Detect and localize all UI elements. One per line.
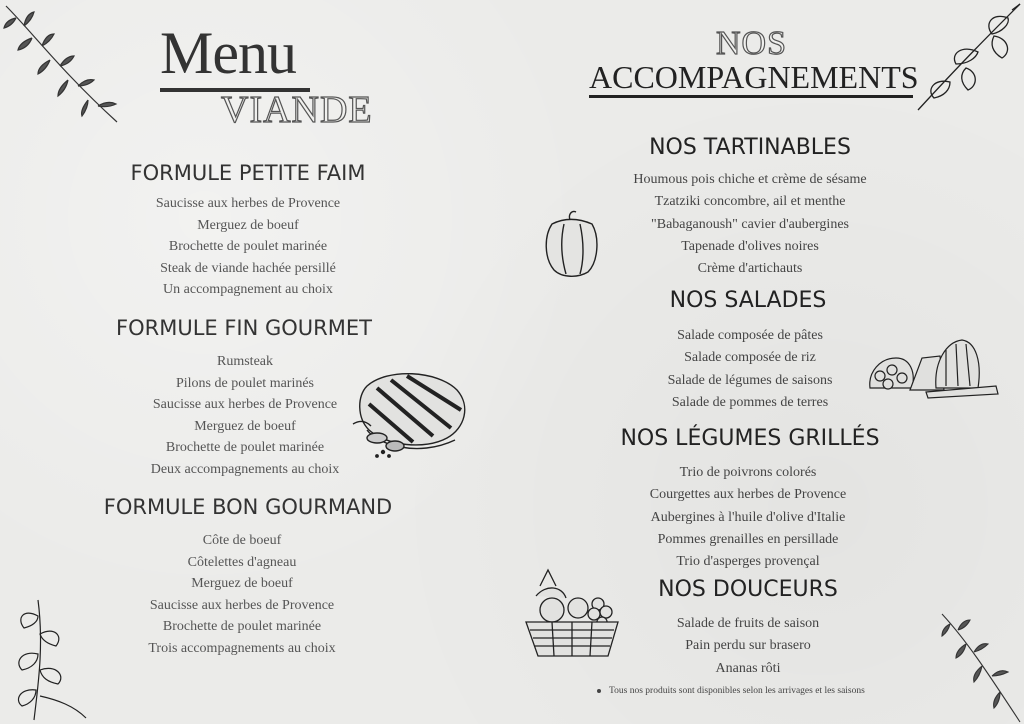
list-item: Brochette de poulet marinée (168, 239, 328, 255)
bullet-icon (597, 689, 601, 693)
formule-petite-faim-heading: FORMULE PETITE FAIM (130, 161, 366, 185)
nos-tartinables-list (600, 169, 900, 280)
nos-legumes-grilles-heading: NOS LÉGUMES GRILLÉS (620, 426, 880, 451)
nos-douceurs-heading: NOS DOUCEURS (658, 577, 838, 602)
list-item: Salade de pommes de terres (671, 394, 829, 410)
list-item: Houmous pois chiche et crème de sésame (633, 172, 867, 187)
formule-fin-gourmet-heading: FORMULE FIN GOURMET (116, 316, 372, 340)
list-item: Trois accompagnements au choix (148, 640, 336, 656)
list-item: Pain perdu sur brasero (685, 638, 811, 654)
list-item: Côte de boeuf (202, 533, 282, 548)
list-item: Brochette de poulet marinée (165, 440, 325, 456)
nos-legumes-grilles-list (598, 462, 898, 573)
accompagnements-title: ACCOMPAGNEMENTS (589, 60, 913, 98)
nos-salades-heading: NOS SALADES (669, 288, 827, 313)
bell-pepper-icon (542, 208, 600, 278)
list-item: "Babaganoush" cavier d'aubergines (651, 216, 849, 232)
list-item: Saucisse aux herbes de Provence (152, 397, 338, 413)
availability-note (597, 686, 865, 696)
list-item: Courgettes aux herbes de Provence (649, 487, 847, 503)
list-item: Tzatziki concombre, ail et menthe (654, 194, 846, 210)
list-item: Saucisse aux herbes de Provence (155, 196, 341, 211)
list-item: Pilons de poulet marinés (175, 375, 315, 391)
nos-douceurs-list (598, 613, 898, 680)
nos-title: NOS (716, 25, 788, 62)
nos-salades-list (600, 325, 900, 414)
list-item: Salade de fruits de saison (676, 616, 820, 631)
formule-petite-faim-list (98, 193, 398, 301)
list-item: Deux accompagnements au choix (150, 461, 340, 477)
formule-fin-gourmet-list (95, 351, 395, 481)
list-item: Merguez de boeuf (194, 418, 296, 434)
list-item: Côtelettes d'agneau (187, 554, 297, 570)
viande-subtitle: VIANDE (221, 89, 373, 131)
nos-tartinables-heading: NOS TARTINABLES (649, 135, 851, 160)
list-item: Salade composée de riz (684, 350, 816, 366)
list-item: Merguez de boeuf (191, 576, 293, 592)
rosemary-sprig-icon (936, 610, 1024, 724)
leaf-branch-icon (912, 2, 1024, 114)
formule-bon-gourmand-list (92, 530, 392, 660)
list-item: Un accompagnement au choix (163, 282, 333, 298)
list-item: Tapenade d'olives noires (681, 238, 819, 254)
list-item: Trio d'asperges provençal (676, 554, 820, 570)
rosemary-sprig-icon (2, 2, 122, 127)
menu-title: Menu (160, 18, 310, 92)
list-item: Salade composée de pâtes (677, 328, 823, 343)
list-item: Rumsteak (217, 354, 273, 369)
list-item: Pommes grenailles en persillade (657, 531, 839, 547)
list-item: Trio de poivrons colorés (679, 465, 817, 480)
list-item: Ananas rôti (715, 660, 781, 676)
list-item: Saucisse aux herbes de Provence (149, 597, 335, 613)
list-item: Brochette de poulet marinée (162, 619, 322, 635)
list-item: Salade de légumes de saisons (667, 372, 833, 388)
list-item: Aubergines à l'huile d'olive d'Italie (650, 509, 846, 525)
list-item: Steak de viande hachée persillé (160, 260, 336, 276)
leaf-branch-icon (4, 596, 94, 722)
list-item: Crème d'artichauts (697, 261, 803, 277)
availability-note-text: Tous nos produits sont disponibles selon les arrivages et les saisons (609, 686, 865, 696)
formule-bon-gourmand-heading: FORMULE BON GOURMAND (103, 495, 393, 519)
list-item: Merguez de boeuf (197, 217, 299, 233)
